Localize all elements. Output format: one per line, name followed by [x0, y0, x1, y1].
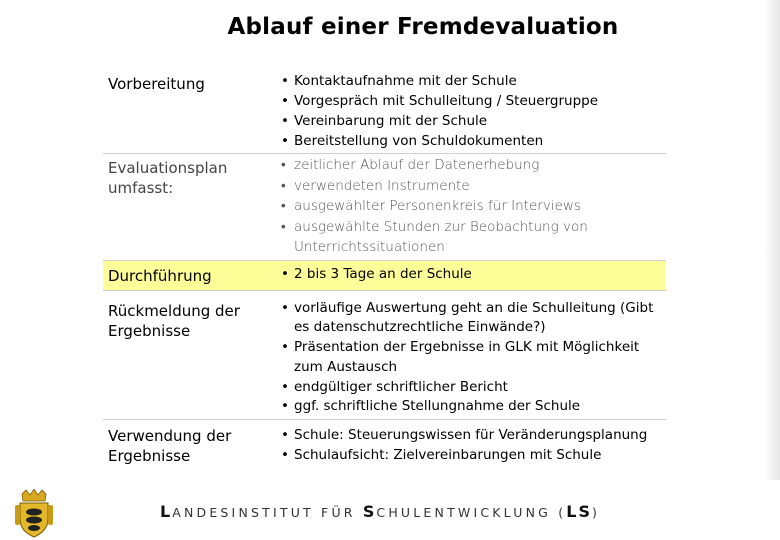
page-title: Ablauf einer Fremdevaluation — [227, 14, 619, 40]
footer-text-3: ) — [591, 505, 601, 520]
coat-of-arms-icon — [14, 489, 54, 539]
row-content — [277, 290, 666, 420]
list-item: • Kontaktaufnahme mit der Schule — [281, 71, 662, 91]
row-label: Evaluationsplan umfasst: — [103, 154, 277, 261]
bullet-list — [281, 264, 662, 284]
footer-brand — [160, 502, 600, 521]
table-row — [103, 420, 666, 468]
table-row — [103, 66, 666, 154]
list-item: • ggf. schriftliche Stellungnahme der Schule — [281, 397, 662, 417]
row-content — [277, 260, 666, 290]
list-item: • Präsentation der Ergebnisse in GLK mit Möglichkeit zum Austausch — [281, 338, 662, 378]
right-edge-shade — [764, 0, 780, 480]
list-item: • Vereinbarung mit der Schule — [281, 111, 662, 131]
list-item: • Bereitstellung von Schuldokumenten — [281, 131, 662, 151]
list-item: • vorläufige Auswertung geht an die Schulleitung (Gibt es datenschutzrechtliche Einwände?) — [281, 299, 662, 339]
table-row — [103, 154, 666, 261]
row-label: Rückmeldung der Ergebnisse — [103, 290, 277, 420]
list-item: • Schule: Steuerungswissen für Veränderungsplanung — [281, 425, 662, 445]
footer-initial-l: L — [160, 502, 173, 521]
footer-initial-s: S — [362, 502, 377, 521]
row-content — [277, 420, 666, 468]
table-row — [103, 290, 666, 420]
bullet-list — [281, 155, 662, 258]
row-label: Verwendung der Ergebnisse — [108, 427, 232, 466]
row-content — [277, 66, 666, 154]
row-content — [277, 154, 666, 261]
footer-abbrev: LS — [566, 502, 592, 521]
list-item: • Vorgespräch mit Schulleitung / Steuergruppe — [281, 91, 662, 111]
list-item: • ausgewählter Personenkreis für Interviews — [281, 196, 662, 217]
footer-text-2: CHULENTWICKLUNG ( — [376, 505, 567, 520]
list-item: • 2 bis 3 Tage an der Schule — [281, 264, 662, 284]
bullet-list — [281, 425, 662, 465]
list-item: • endgültiger schriftlicher Bericht — [281, 378, 662, 398]
list-item: • verwendeten Instrumente — [281, 176, 662, 197]
table-row — [103, 260, 666, 290]
bullet-list — [281, 71, 662, 151]
row-label: Durchführung — [103, 260, 277, 290]
row-label: Vorbereitung — [103, 66, 277, 154]
list-item: • Schulaufsicht: Zielvereinbarungen mit Schule — [281, 445, 662, 465]
list-item: • zeitlicher Ablauf der Datenerhebung — [281, 155, 662, 176]
bullet-list — [281, 299, 662, 418]
list-item: • ausgewählte Stunden zur Beobachtung von Unterrichtssituationen — [281, 217, 662, 258]
footer-text-1: ANDESINSTITUT FÜR — [172, 505, 363, 520]
process-table — [103, 66, 666, 467]
